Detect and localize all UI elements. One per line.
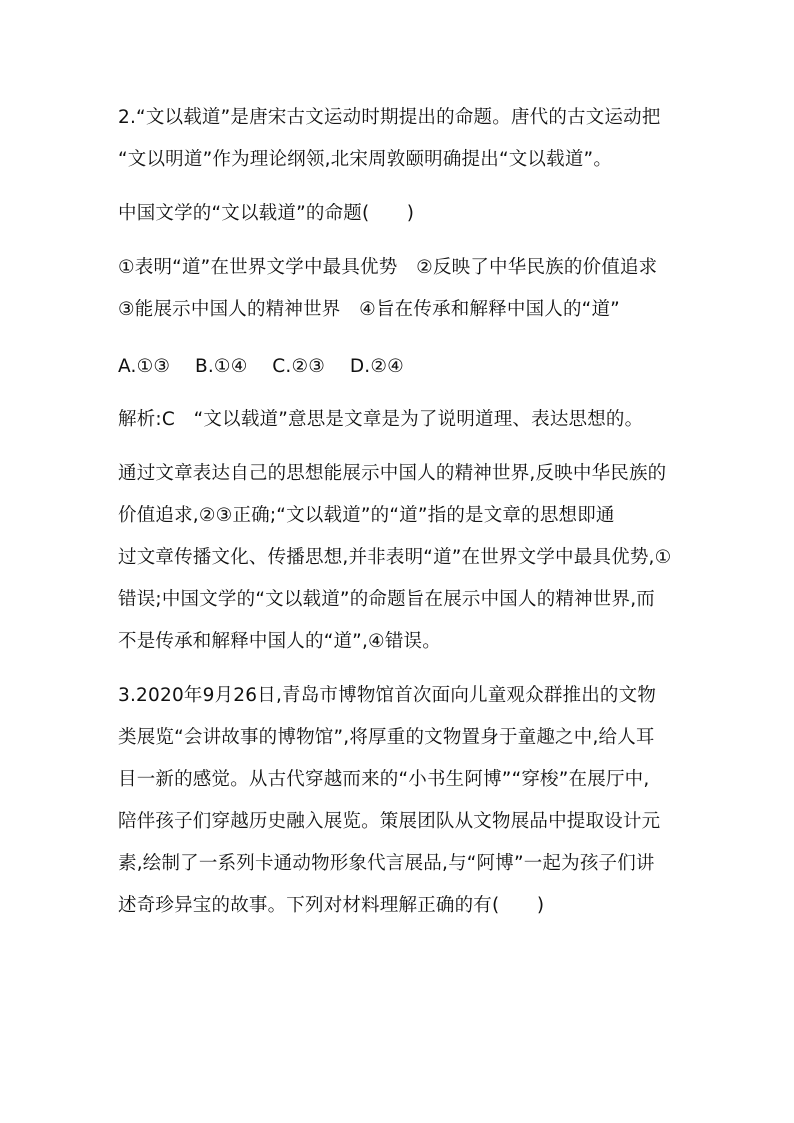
q3-stem-line-5: 素,绘制了一系列卡通动物形象代言展品,与“阿博”一起为孩子们讲	[118, 853, 655, 874]
q2-analysis-line-1: 解析:C “文以载道”意思是文章是为了说明道理、表达思想的。	[118, 409, 644, 430]
q2-stem-line-3: 中国文学的“文以载道”的命题( )	[118, 203, 415, 224]
q3-stem-line-1: 3.2020年9月26日,青岛市博物馆首次面向儿童观众群推出的文物	[118, 685, 657, 706]
q3-stem-line-2: 类展览“会讲故事的博物馆”,将厚重的文物置身于童趣之中,给人耳	[118, 727, 655, 748]
q2-analysis-line-2: 通过文章表达自己的思想能展示中国人的精神世界,反映中华民族的	[118, 463, 667, 484]
q2-analysis-line-6: 不是传承和解释中国人的“道”,④错误。	[118, 631, 441, 652]
q2-analysis-line-4: 过文章传播文化、传播思想,并非表明“道”在世界文学中最具优势,①	[118, 547, 672, 568]
q2-statement-line-1: ①表明“道”在世界文学中最具优势 ②反映了中华民族的价值追求	[118, 257, 658, 278]
q2-choices: A.①③ B.①④ C.②③ D.②④	[118, 356, 404, 377]
q2-analysis-line-3: 价值追求,②③正确;“文以载道”的“道”指的是文章的思想即通	[118, 505, 615, 526]
q3-stem-line-3: 目一新的感觉。从古代穿越而来的“小书生阿博”“穿梭”在展厅中,	[118, 769, 650, 790]
q3-stem-line-4: 陪伴孩子们穿越历史融入展览。策展团队从文物展品中提取设计元	[118, 811, 661, 832]
q2-stem-line-2: “文以明道”作为理论纲领,北宋周敦颐明确提出“文以载道”。	[118, 149, 613, 170]
q2-analysis-line-5: 错误;中国文学的“文以载道”的命题旨在展示中国人的精神世界,而	[118, 589, 655, 610]
q3-stem-line-6: 述奇珍异宝的故事。下列对材料理解正确的有( )	[118, 895, 545, 916]
q2-statement-line-2: ③能展示中国人的精神世界 ④旨在传承和解释中国人的“道”	[118, 299, 620, 320]
q2-stem-line-1: 2.“文以载道”是唐宋古文运动时期提出的命题。唐代的古文运动把	[118, 107, 661, 128]
